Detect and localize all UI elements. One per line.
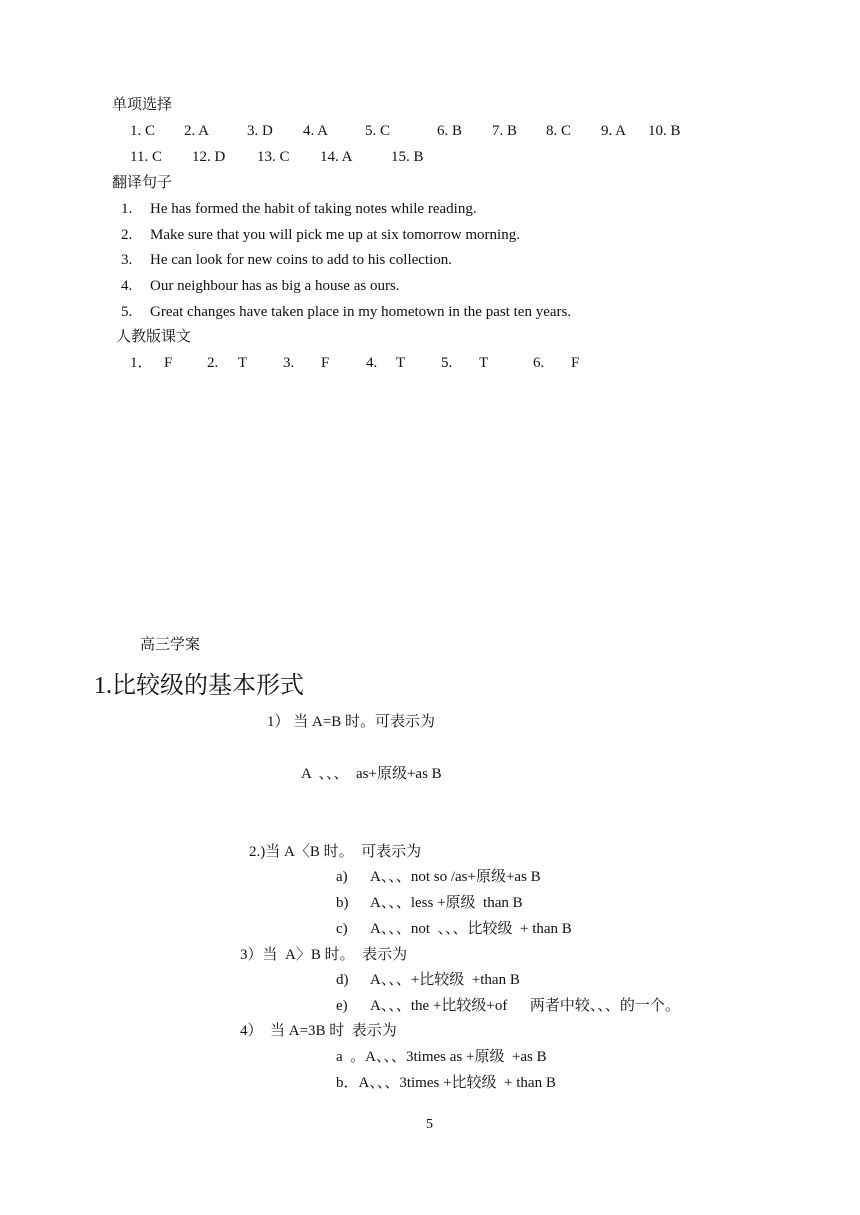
translation-text: He has formed the habit of taking notes while reading. (150, 201, 477, 217)
rule-line: 4） 当 A=3B 时 表示为 (240, 1023, 397, 1039)
textbook-answer: F (164, 355, 173, 371)
answer-item: 1. C (130, 123, 156, 139)
answer-item: 2. A (184, 123, 210, 139)
answer-item: 9. A (601, 123, 627, 139)
rule-formula: A、、、the +比较级+of 两者中较、、、的一个。 (370, 998, 680, 1014)
rule-formula: A、、、less +原级 than B (370, 895, 523, 911)
textbook-answer: T (238, 355, 248, 371)
rule-formula: A、、、not so /as+原级+as B (370, 869, 541, 885)
textbook-heading: 人教版课文 (116, 329, 192, 345)
answer-item: 11. C (130, 149, 162, 165)
translation-number: 1. (121, 201, 133, 217)
answer-item: 6. B (437, 123, 463, 139)
page-number: 5 (426, 1117, 433, 1132)
answer-item: 5. C (365, 123, 391, 139)
rule-formula: A、、、not 、、、比较级 + than B (370, 921, 572, 937)
answer-item: 8. C (546, 123, 572, 139)
rule-marker: c) (336, 921, 348, 937)
textbook-number: 5. (441, 355, 453, 371)
rule-marker: a) (336, 869, 348, 885)
translation-heading: 翻译句子 (112, 175, 173, 191)
answer-item: 15. B (391, 149, 424, 165)
rule-formula: a 。A、、、3times as +原级 +as B (336, 1049, 547, 1065)
rule-marker: d) (336, 972, 349, 988)
answer-item: 7. B (492, 123, 518, 139)
answer-item: 10. B (648, 123, 681, 139)
textbook-answer: T (479, 355, 489, 371)
answer-item: 4. A (303, 123, 329, 139)
rule-formula: b．A、、、3times +比较级 + than B (336, 1075, 556, 1091)
translation-text: He can look for new coins to add to his collection. (150, 252, 453, 268)
translation-number: 5. (121, 304, 133, 320)
rule-line: 1） 当 A=B 时。可表示为 (267, 714, 436, 730)
textbook-number: 1． (130, 355, 153, 371)
answer-item: 12. D (192, 149, 226, 165)
translation-text: Our neighbour has as big a house as ours. (150, 278, 400, 294)
textbook-number: 2. (207, 355, 219, 371)
translation-text: Make sure that you will pick me up at six tomorrow morning. (150, 227, 520, 243)
textbook-answer: F (321, 355, 330, 371)
rule-marker: b) (336, 895, 349, 911)
textbook-number: 3. (283, 355, 295, 371)
textbook-answer: F (571, 355, 580, 371)
translation-text: Great changes have taken place in my hometown in the past ten years. (150, 304, 572, 320)
textbook-number: 6. (533, 355, 545, 371)
translation-number: 4. (121, 278, 133, 294)
rule-line: 2.)当 A〈B 时。 可表示为 (249, 844, 422, 860)
rule-marker: e) (336, 998, 348, 1014)
textbook-answer: T (396, 355, 406, 371)
translation-number: 3. (121, 252, 133, 268)
section-label: 高三学案 (140, 637, 201, 653)
answer-item: 14. A (320, 149, 353, 165)
textbook-number: 4. (366, 355, 378, 371)
rule-formula: A、、、+比较级 +than B (370, 972, 520, 988)
single-choice-heading: 单项选择 (112, 97, 173, 113)
answer-item: 13. C (257, 149, 290, 165)
answer-item: 3. D (247, 123, 273, 139)
translation-number: 2. (121, 227, 133, 243)
rule-formula: A 、、、 as+原级+as B (301, 766, 442, 782)
rule-line: 3）当 A〉B 时。 表示为 (240, 947, 408, 963)
page-title: 1.比较级的基本形式 (94, 673, 304, 699)
